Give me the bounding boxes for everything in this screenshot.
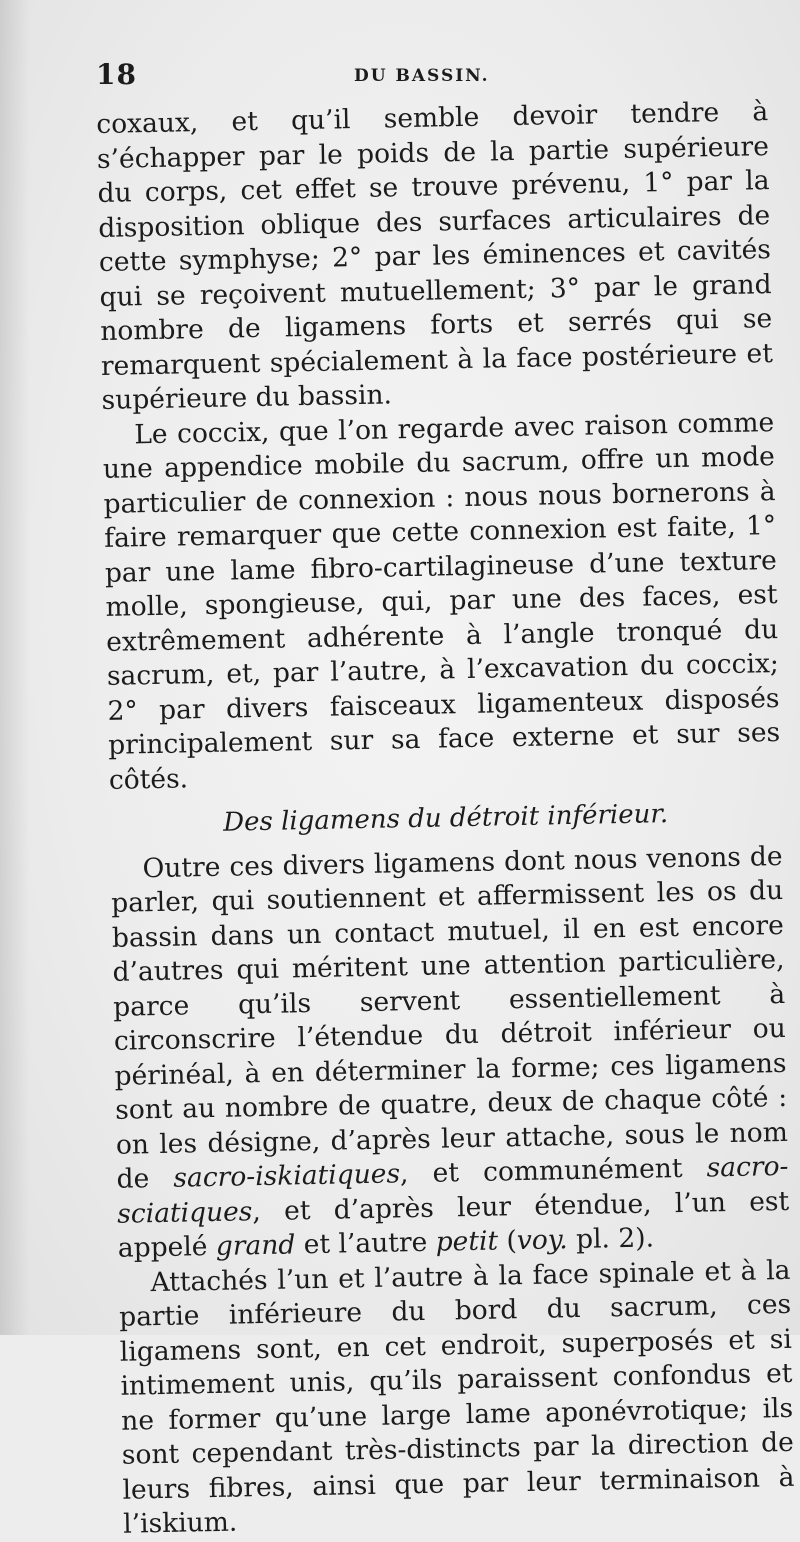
running-head: DU BASSIN. bbox=[354, 66, 490, 86]
page-edge-shadow bbox=[0, 0, 30, 1335]
term-petit: petit bbox=[435, 1225, 499, 1258]
term-sacro-sciatiques: sacro-sciatiques bbox=[116, 1150, 789, 1230]
term-grand: grand bbox=[215, 1229, 296, 1262]
term-sacro-iskiatiques: sacro-iskiatiques bbox=[173, 1158, 401, 1194]
page-number: 18 bbox=[96, 58, 137, 91]
body-text bbox=[96, 95, 795, 1542]
paragraph-ligaments-text-6: pl. 2). bbox=[567, 1222, 655, 1256]
paragraph-ligaments-text-1: Outre ces divers ligamens dont nous venons de parler, qui soutiennent et affermissent les os du bassin dans un contact mutuel, il en est encore d’autres qui méritent une attention particulière, parce qu’ils servent essentiellement à circonscrire l’étendue du détroit inférieur ou périnéal, à en déterminer la forme; ces ligamens sont au nombre de quatre, deux de chaque côté : on les désigne, d’après leur attache, sous le nom de bbox=[110, 840, 789, 1195]
paragraph-ligaments-text-4: et l’autre bbox=[295, 1226, 436, 1261]
paragraph-attachments: Attachés l’un et l’autre à la face spinale et à la partie inférieure du bord du sacrum, ces ligamens sont, en cet endroit, superposés et si intimement unis, qu’ils paraissent confondus et ne former qu’une large lame aponévrotique; ils sont cependant très-distincts par la direction de leurs fibres, ainsi que par leur terminaison à l’iskium. bbox=[118, 1254, 795, 1540]
paragraph-ligaments-text-2: , et communément bbox=[399, 1152, 707, 1190]
reference-voy: voy. bbox=[516, 1224, 568, 1257]
section-heading: Des ligamens du détroit inférieur. bbox=[222, 799, 669, 838]
paragraph-ligaments bbox=[110, 839, 790, 1266]
paragraph-coccix: Le coccix, que l’on regarde avec raison comme une appendice mobile du sacrum, offre un mode particulier de connexion : nous nous bornerons à faire remarquer que cette connexion est faite, 1° par une lame fibro-cartilagineuse d’une texture molle, spongieuse, qui, par une des faces, est extrêmement adhérente à l’angle tronqué du sacrum, et, par l’autre, à l’excavation du coccix; 2° par divers faisceaux ligamenteux disposés principalement sur sa face externe et sur ses côtés. bbox=[102, 406, 781, 796]
paragraph-continuation: coxaux, et qu’il semble devoir tendre à s’échapper par le poids de la partie supérieure du corps, cet effet se trouve prévenu, 1° par la disposition oblique des surfaces articulaires de cette symphyse; 2° par les éminences et cavités qui se reçoivent mutuellement; 3° par le grand nombre de ligamens forts et serrés qui se remarquent spécialement à la face postérieure et supérieure du bassin. bbox=[96, 96, 774, 416]
paragraph-ligaments-text-3: , et d’après leur étendue, l’un est appelé bbox=[117, 1185, 790, 1264]
page-header bbox=[96, 58, 760, 98]
paragraph-ligaments-text-5: ( bbox=[497, 1225, 518, 1257]
